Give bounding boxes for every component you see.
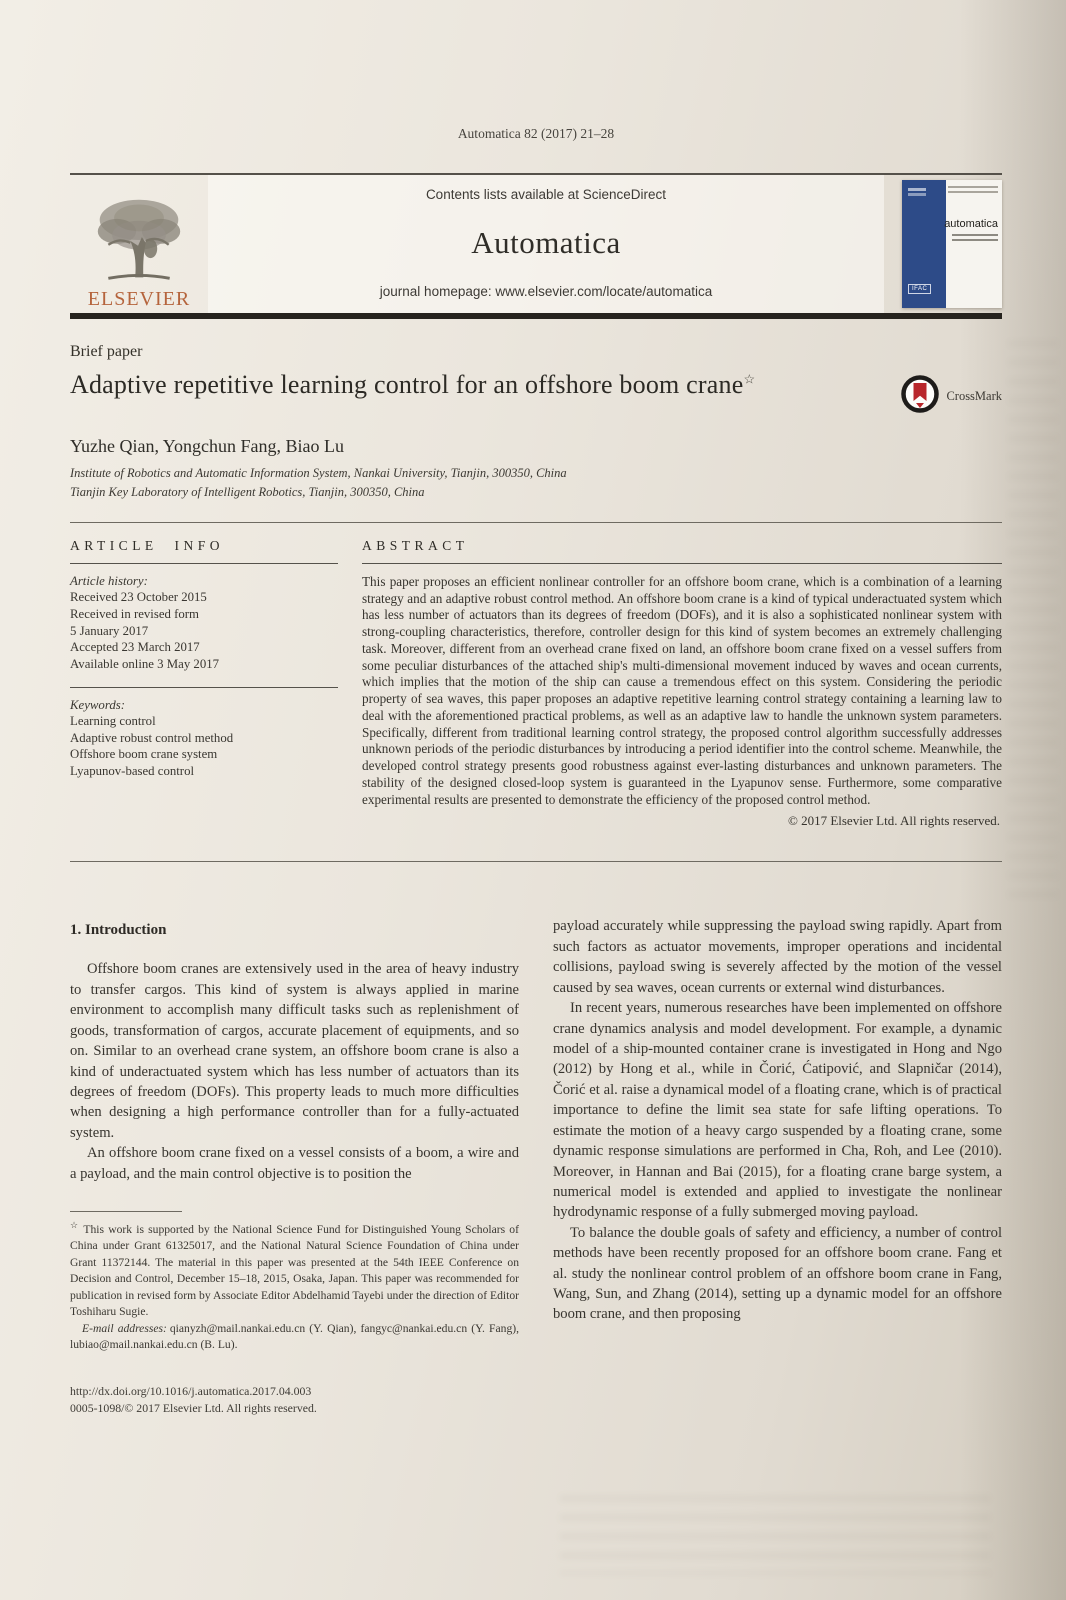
affiliation-1: Institute of Robotics and Automatic Information System, Nankai University, Tianjin, 300350, China <box>70 466 567 480</box>
cover-subtitle-lines <box>952 234 998 244</box>
crossmark-label: CrossMark <box>946 389 1002 403</box>
title-footnote <box>70 1211 519 1353</box>
ifac-logo: IFAC <box>908 284 931 294</box>
elsevier-wordmark: ELSEVIER <box>87 288 191 310</box>
email-links[interactable]: qianyzh@mail.nankai.edu.cn (Y. Qian), fangyc@nankai.edu.cn (Y. Fang), lubiao@mail.nankai.edu.cn (B. Lu). <box>70 1321 519 1352</box>
crossmark-icon <box>900 374 940 419</box>
article-title-text: Adaptive repetitive learning control for an offshore boom crane <box>70 370 744 399</box>
elsevier-logo <box>70 175 208 313</box>
footnote-body: This work is supported by the National Science Fund for Distinguished Young Scholars of China under Grant 61325017, and the National Natural Science Foundation of China under Grant 11372144. The material in this paper was presented at the 54th IEEE Conference on Decision and Control, December 15–18, 2015, Osaka, Japan. This paper was recommended for publication in revised form by Associate Editor Abdelhamid Tayebi under the direction of Editor Toshiharu Sugie. <box>70 1222 519 1319</box>
body-paragraph: In recent years, numerous researches have been implemented on offshore crane dynamics analysis and model development. For example, a dynamic model of a ship-mounted container crane is investigated in Hong and Ngo (2012) by Hong et al., while in Čorić, Ćatipović, and Slapničar (2014), Čorić et al. raise a dynamical model of a floating crane, which is of practical importance to define the limit sea state for safe lifting operations. To estimate the motion of a heavy cargo suspended by a floating crane, some dynamic response simulations are performed in Cha, Roh, and Lee (2010). Moreover, in Hannan and Bai (2015), for a floating crane barge system, a numerical model is extended and applied to investigate the nonlinear hydrodynamic response of a fully submerged moving payload. <box>553 1000 1002 1221</box>
bleedthrough-ghost-margin <box>1008 340 1058 900</box>
keywords-block <box>70 697 338 780</box>
elsevier-tree-icon <box>93 193 185 290</box>
article-type-label: Brief paper <box>70 343 143 360</box>
keyword: Adaptive robust control method <box>70 730 234 745</box>
history-line: Accepted 23 March 2017 <box>70 640 200 655</box>
left-column <box>70 916 519 1418</box>
article-info-rule <box>70 563 338 564</box>
footnote-rule <box>70 1211 182 1212</box>
abstract-rule <box>362 563 1002 564</box>
body-paragraph: An offshore boom crane fixed on a vessel consists of a boom, a wire and a payload, and the main control objective is to position the <box>70 1145 519 1182</box>
issn-copyright-line: 0005-1098/© 2017 Elsevier Ltd. All rights reserved. <box>70 1401 317 1416</box>
body-paragraph: Offshore boom cranes are extensively used in the area of heavy industry to transfer cargos. This kind of system is always applied in marine environment to accomplish many difficult tasks such as replenishment of goods, transformation of cargos, accurate placement of equipments, and so on. Similar to an overhead crane system, an offshore boom crane is also a kind of underactuated system which has less number of actuators than its degrees of freedom (DOFs). This property leads to much more difficulties when designing a high performance controller than for a fully-actuated system. <box>70 961 519 1141</box>
body-paragraph: payload accurately while suppressing the payload swing rapidly. Apart from such factors as actuator movements, improper operations and incidental collisions, payload swing is severely affected by the motion of the vessel caused by sea waves, ocean currents or external wind disturbances. <box>553 918 1002 996</box>
keywords-label: Keywords: <box>70 697 125 712</box>
journal-citation: Automatica 82 (2017) 21–28 <box>457 126 615 141</box>
history-line: 5 January 2017 <box>70 623 149 638</box>
history-line: Available online 3 May 2017 <box>70 656 220 671</box>
keyword: Learning control <box>70 714 156 729</box>
affiliations <box>70 464 1002 503</box>
journal-homepage-link[interactable]: journal homepage: www.elsevier.com/locate/automatica <box>379 284 713 299</box>
info-abstract-section <box>70 523 1002 830</box>
footer-block <box>70 1383 519 1418</box>
section-heading-introduction: 1. Introduction <box>70 922 167 939</box>
keyword: Offshore boom crane system <box>70 747 218 762</box>
email-addresses-line <box>70 1321 519 1354</box>
crossmark-badge[interactable] <box>900 374 1002 419</box>
article-info-column <box>70 538 338 830</box>
cover-blue-spine <box>902 180 946 308</box>
bleedthrough-ghost-text <box>560 1495 990 1575</box>
cover-decorative-lines <box>948 186 998 196</box>
right-column <box>553 916 1002 1418</box>
abstract-text: This paper proposes an efficient nonlinear controller for an offshore boom crane, which is a combination of a learning strategy and an adaptive robust control method. An offshore boom crane is a kind of typical underactuated system which has less number of actuators than its degrees of freedom (DOFs), and it is also a sophisticated nonlinear system with strong-coupling characteristics, therefore, controller design for this kind of system becomes an extremely challenging task. Moreover, different from an overhead crane fixed on land, an offshore boom crane fixed on a vessel suffers from some peculiar disturbances of the attached ship's multi-dimensional movement induced by waves and ocean currents, which implies that the motion of the ship can cause a tremendous effect on this system. Considering the periodic property of sea waves, this paper proposes an adaptive repetitive learning control strategy containing a learning law to deal with the aforementioned practical problems, as well as an adaptive law to handle the unknown system parameters. Specifically, different from traditional learning control strategy, the proposed control algorithm successfully addresses unknown periods of the periodic disturbances by introducing a period identifier into the control scheme. Meanwhile, the developed control strategy presents good robustness against ever-lasting disturbances and unknown parameters. The stability of the designed closed-loop system is guaranteed in the Lyapunov sense. Furthermore, some comparative experimental results are presented to demonstrate the efficiency of the proposed control method. <box>362 573 1002 807</box>
history-line: Received in revised form <box>70 607 199 621</box>
divider-below-abstract <box>70 861 1002 862</box>
journal-header-block <box>70 173 1002 319</box>
contents-list-link[interactable]: Contents lists available at ScienceDirect <box>425 187 667 202</box>
page-title <box>70 370 755 419</box>
footnote-star: ☆ <box>70 1220 80 1231</box>
email-label: E-mail addresses: <box>82 1321 167 1335</box>
journal-name: Automatica <box>471 225 621 260</box>
doi-link[interactable]: http://dx.doi.org/10.1016/j.automatica.2017.04.003 <box>70 1383 312 1398</box>
article-history-label: Article history: <box>70 573 148 588</box>
title-row <box>70 370 1002 419</box>
article-history <box>70 573 338 673</box>
keywords-rule <box>70 687 338 688</box>
authors-line: Yuzhe Qian, Yongchun Fang, Biao Lu <box>70 436 344 456</box>
keyword: Lyapunov-based control <box>70 764 195 778</box>
article-info-heading: ARTICLE INFO <box>70 537 225 553</box>
footnote-text <box>70 1219 519 1321</box>
journal-header-center <box>208 175 884 313</box>
body-paragraph: To balance the double goals of safety and efficiency, a number of control methods have been recently proposed for an offshore boom crane. Fang et al. study the nonlinear control problem of an offshore boom crane in Fang, Wang, Sun, and Zhang (2014), setting up a dynamic model for an offshore boom crane, and then proposing <box>553 1224 1002 1323</box>
journal-cover-thumbnail <box>902 180 1002 308</box>
journal-cover-area <box>884 175 1002 313</box>
body-columns <box>70 916 1002 1418</box>
affiliation-2: Tianjin Key Laboratory of Intelligent Robotics, Tianjin, 300350, China <box>70 485 425 500</box>
abstract-copyright: © 2017 Elsevier Ltd. All rights reserved. <box>787 813 1000 829</box>
cover-journal-title: automatica <box>944 218 998 230</box>
history-line: Received 23 October 2015 <box>70 590 207 605</box>
abstract-heading: ABSTRACT <box>362 537 469 553</box>
abstract-column <box>362 538 1002 830</box>
title-footnote-mark: ☆ <box>743 371 756 387</box>
